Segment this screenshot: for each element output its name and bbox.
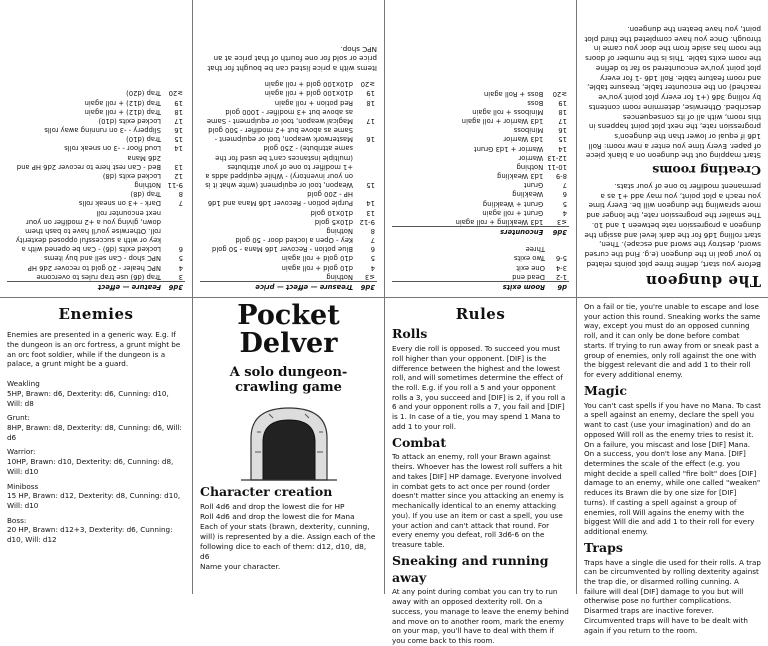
dungeon-title: The dungeon bbox=[645, 272, 761, 290]
feature-table bbox=[7, 88, 185, 291]
game-subtitle: A solo dungeon-crawling game bbox=[229, 364, 348, 396]
dungeon-doorway-illustration bbox=[239, 402, 339, 482]
enemy-stat-grunt: Grunt: 8HP, Brawn: d8, Dexterity: d8, Cunning: d6, Will: d6 bbox=[7, 413, 182, 442]
table-row: ≥20 d10x100 gold + roll again bbox=[264, 80, 375, 89]
table-row: ≥20 Boss + Roll again bbox=[483, 89, 567, 98]
table-row: 17 Magical weapon, tool or equipment - Same as above but +3 modifier - 1000 gold bbox=[206, 107, 375, 125]
treasure-table bbox=[200, 79, 377, 291]
table-row: 18 Red potion + roll again bbox=[274, 98, 375, 107]
table-row: 7 Dark - +3 on sneak rolls bbox=[78, 199, 183, 208]
table-row: Three bbox=[525, 245, 545, 254]
table-row: 5 NPC shop - Can sell and buy items bbox=[44, 254, 183, 263]
table-row: 12-13 Warrior bbox=[518, 153, 567, 162]
table-row: 10-11 Nothing bbox=[516, 162, 567, 171]
table-row: 6 Locked exits (d6) - Can be opened with a key or with a successful opposed dexterity roll. Otherwise you'll have to bash them down, giving you a +2 modifier on your next encounter roll bbox=[15, 208, 183, 254]
table-row: 7 Grunt bbox=[523, 181, 567, 190]
table-row: 8 Nothing bbox=[326, 226, 375, 235]
table-row: 8-9 1d3 Weakling bbox=[497, 172, 567, 181]
sneak-text: At any point during combat you can try to run away with an opposed dexterity roll. On a success, you manage to leave the enemy behind and move on to another room, mark the enemy on your map, you'll have to deal with them if you come back to this room. bbox=[392, 587, 569, 645]
treasure-table-panel bbox=[193, 0, 384, 297]
table-row: 9-11 Nothing bbox=[134, 181, 183, 190]
title-line-1: Pocket bbox=[237, 300, 340, 331]
table-row: 17 1d3 Warrior + roll again bbox=[461, 117, 567, 126]
game-title bbox=[200, 302, 377, 396]
table-row: 4 NPC healer - 20 gold to recover 2d6 HP bbox=[27, 263, 183, 272]
table-row: 15 1d3 Warrior bbox=[503, 135, 567, 144]
feature-table-header: 3d6 Feature — effect bbox=[7, 281, 185, 291]
table-row: 15 Weapon, tool or equipment (write what it is on your inventory) - While equipped adds a +1 modifier to one of your attributes (multiple instances can't be used for the same attribute) - 250 gold bbox=[205, 144, 375, 190]
table-row: ≤3 Nothing bbox=[326, 272, 375, 281]
table-row: 9-12 d10x5 gold bbox=[314, 217, 375, 226]
table-row: 7 Key - Open a locked door - 50 gold bbox=[235, 236, 375, 245]
table-row: 4 Grunt + roll again bbox=[482, 208, 567, 217]
rules-panel bbox=[385, 298, 576, 645]
enemy-stat-boss: Boss: 20 HP, Brawn: d12+3, Dexterity: d6, Cunning: d10, Will: d12 bbox=[7, 515, 173, 545]
rolls-text: Every die roll is opposed. To succeed you must roll higher than your opponent. [DIF] is the difference between the highest and the lowest roll, and will sometimes determine the effect of the roll. E.g. if you roll a 5 and your opponent rolls a 3, you succeed and [DIF] is 2, if you roll a 6 and your opponent rolls a 7, you fail and [DIF] is 1. In case of a tie, you may spend 1 Mana to add 1 to your roll. bbox=[392, 344, 566, 431]
enemies-panel bbox=[0, 298, 192, 594]
rooms-table-panel bbox=[385, 0, 576, 297]
character-creation-title: Character creation bbox=[200, 483, 333, 499]
table-row: 16 Masterwork weapon, tool or equipment - Same as above but +2 modifier - 500 gold bbox=[208, 126, 375, 144]
table-row: 6 Blue potion - Recover 1d6 Mana - 50 gold bbox=[211, 245, 375, 254]
table-row: 5-6 Two exits bbox=[513, 254, 567, 263]
enemies-intro: Enemies are presented in a generic way. E.g. If the dungeon is an orc fortress, a grunt might be an orc foot soldier, while if the dungeon is a palace, a grunt might be a guard. bbox=[7, 330, 181, 369]
encounters-table bbox=[392, 88, 569, 236]
enemy-stat-warrior: Warrior: 10HP, Brawn: d10, Dexterity: d6, Cunning: d8, Will: d10 bbox=[7, 447, 174, 476]
feature-table-panel bbox=[0, 0, 192, 297]
table-row: 14 Warrior + 1d3 Grunt bbox=[473, 144, 567, 153]
creating-rooms-text: Start mapping out the dungeon on a blank piece of paper. Every time you enter a new room: Roll 1d6 if equal or lower than the dungeon's progression rate, the next plot point happens in this room, with all of its consequences described. Otherwise, determine room contents by rolling 3d6 (+1 for every plot point you've reached) on the encounter table, treasure table, and room feature table. Roll 1d6 -1 for every plot point you've encountered so far to define the room exits table. This is the number of doors the room has aside from the door you came in through. Once you have completed the third plot point, you have beaten the dungeon. bbox=[584, 25, 761, 161]
enemy-stat-weakling: Weakling 5HP, Brawn: d6, Dexterity: d6, Cunning: d10, Will: d8 bbox=[7, 379, 169, 408]
table-row: 3-4 One exit bbox=[516, 263, 567, 272]
table-row: 17 Locked exits (d10) bbox=[98, 116, 183, 125]
table-row: 5 Grunt + Weakling bbox=[482, 199, 567, 208]
table-row: 16 Miniboss bbox=[513, 126, 567, 135]
table-row: 6 Weakling bbox=[512, 190, 567, 199]
traps-title: Traps bbox=[584, 539, 623, 555]
rules-title: Rules bbox=[455, 305, 506, 323]
table-row: 13 Bed - Can rest here to recover 2d6 HP and 2d6 Mana bbox=[16, 153, 183, 171]
table-row: 14 Purple potion - Recover 1d6 Mana and 1d6 HP - 200 gold bbox=[207, 190, 375, 208]
table-row: ≤3 1d3 Weakling + roll again bbox=[455, 217, 567, 226]
table-row: 8 Trap (d8) bbox=[130, 190, 183, 199]
character-creation-text: Roll 4d6 and drop the lowest die for HP Roll 4d6 and drop the lowest die for Mana Each of your stats (brawn, dexterity, cunning, will) is represented by a die. Assign each of the following dice to each of them: d12, d10, d8, d6 Name your character. bbox=[200, 501, 376, 571]
escape-tie-text: On a fail or tie, you're unable to escape and lose your action this round. Sneaking works the same way, except you must do an opposed cunning roll, and it can only be done before combat starts. If trying to run away from or sneak past a group of enemies, only roll against the one with the biggest relevant die and add 1 to their roll for every additional enemy. bbox=[584, 302, 761, 380]
table-row: 19 Boss bbox=[527, 98, 567, 107]
table-row: 19 Trap (d12) + roll again bbox=[84, 98, 183, 107]
combat-text: To attack an enemy, roll your Brawn against theirs. Whoever has the lowest roll suffers a hit and takes [DIF] HP damage. Everyone involved in combat gets to act once per round (order doesn't matter since you attacking an enemy is mechanically identical to an enemy attacking you). If you use an item or cast a spell, you use your action and can't attack that round. For every enemy you defeat, roll 3d6-6 on the treasure table. bbox=[392, 452, 564, 549]
table-row: 19 d10x100 gold + roll again bbox=[264, 89, 375, 98]
table-row: 14 Loud floor - -3 on sneak rolls bbox=[64, 144, 183, 153]
room-exits-header: d6 Room exits bbox=[392, 281, 569, 291]
encounters-header: 3d6 Encounters bbox=[392, 226, 569, 236]
sneak-title: Sneaking and running away bbox=[392, 552, 549, 585]
dungeon-panel bbox=[577, 0, 768, 297]
table-row: 5 d10 gold + roll again bbox=[281, 254, 375, 263]
table-row: 1-2 Dead end bbox=[512, 272, 567, 281]
rolls-title: Rolls bbox=[392, 326, 428, 342]
room-exits-table bbox=[392, 244, 569, 291]
treasure-note: Items with a price listed can be bought for that price or sold for one fourth of that price at an NPC shop. bbox=[207, 44, 377, 74]
enemies-title: Enemies bbox=[58, 305, 134, 323]
treasure-table-header: 3d6 Treasure — effect — price bbox=[200, 281, 377, 291]
table-row: 12 Locked exits (d8) bbox=[102, 171, 183, 180]
magic-panel bbox=[577, 298, 768, 635]
table-row: 16 Slippery - -3 on running away rolls bbox=[44, 126, 183, 135]
table-row: 3 Trap (d6) use trap rules to overcome bbox=[36, 272, 183, 281]
table-row: 18 Trap (d12) + roll again bbox=[84, 107, 183, 116]
table-row: 4 d10 gold + roll again bbox=[281, 263, 375, 272]
combat-title: Combat bbox=[392, 434, 447, 450]
magic-text: You can't cast spells if you have no Mana. To cast a spell against an enemy, declare the spell you want to cast (use your imagination) and do an opposed Will roll as the enemy tries to resist it. On a failure, you miscast and lose [DIF] Mana. On a success, you don't lose any Mana. [DIF] determines the scale of the effect (e.g. you might decide a spell called "fire bolt" does [DIF] damage to an enemy, while one called "weaken" reduces its Brawn die by one size for [DIF] turns). If casting a spell against a group of enemies, roll Will agains the enemy with the biggest Will die and add 1 to their roll for every additional enemy. bbox=[584, 400, 761, 536]
table-row: 15 Trap (d10) bbox=[126, 135, 183, 144]
enemy-stat-miniboss: Miniboss 15 HP, Brawn: d12, Dexterity: d8, Cunning: d10, Will: d10 bbox=[7, 481, 181, 511]
table-row: ≥20 Trap (d20) bbox=[126, 89, 183, 98]
creating-rooms-title: Creating rooms bbox=[652, 163, 761, 179]
cover-panel bbox=[193, 298, 384, 594]
table-row: 18 Miniboss + roll again bbox=[472, 107, 567, 116]
magic-title: Magic bbox=[584, 382, 628, 398]
table-row: 13 d10x10 gold bbox=[310, 208, 375, 217]
traps-text: Traps have a single die used for their rolls. A trap can be circumvented by rolling dexterity against the trap die, or disarmed rolling cunning. A failure will deal [DIF] damage to you but will otherwise pose no further complications. Disarmed traps are inactive forever. Circumvented traps will have to be dealt with again if you return to the room. bbox=[584, 557, 761, 635]
dungeon-intro: Before you start, define three plot points related to your goal in the dungeon (e.g. Find the cursed sword, destroy the sword and escape). Then, start rolling 1d6 for the dark level and assign the dungeon a progression rate between 1 and 10. The smaller the progression rate, the longer and more sprawling the dungeon will be. Every time you reach a plot point, you may add +1 as a permanent modifier to one of your stats. bbox=[584, 182, 761, 269]
title-line-2: Delver bbox=[239, 328, 338, 360]
